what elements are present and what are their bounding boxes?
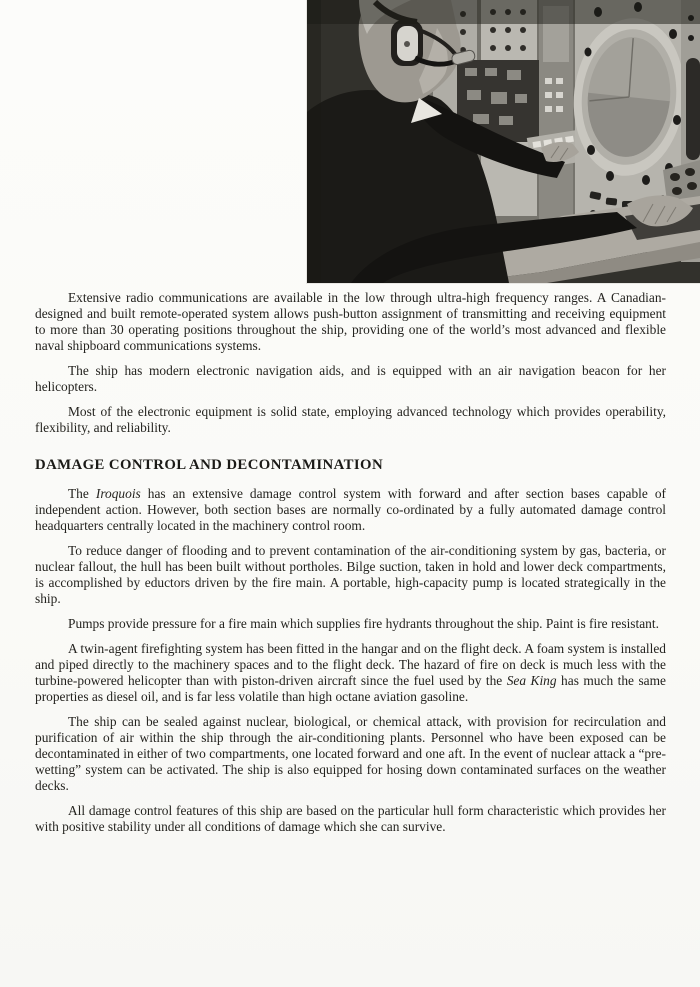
- console-photo-illustration: [307, 0, 700, 283]
- paragraph: The Iroquois has an extensive damage control system with forward and after section bases capable of independent action. However, both section bases are normally co-ordinated by a fully automated damage control headquarters centrally located in the machinery control room.: [35, 486, 666, 533]
- paragraph: Extensive radio communications are available in the low through ultra-high frequency ranges. A Canadian-designed and built remote-operated system allows push-button assignment of transmitting and receiving equipment to more than 30 operating positions throughout the ship, providing one of the world’s most advanced and flexible naval shipboard communications systems.: [35, 290, 666, 353]
- paragraph: A twin-agent firefighting system has been fitted in the hangar and on the flight deck. A foam system is installed and piped directly to the machinery spaces and to the flight deck. The hazard of fire on deck is much less with the turbine-powered helicopter than with piston-driven aircraft since the fuel used by the Sea King has much the same properties as diesel oil, and is far less volatile than high octane aviation gasoline.: [35, 641, 666, 704]
- paragraph: The ship can be sealed against nuclear, biological, or chemical attack, with provision for recirculation and purification of air within the ship through the air-conditioning plants. Personnel who have been exposed can be decontaminated in either of two compartments, one located forward and one aft. In the event of nuclear attack a “pre-wetting” system can be activated. The ship is also equipped for hosing down contaminated surfaces on the weather decks.: [35, 714, 666, 793]
- paragraph: Most of the electronic equipment is solid state, employing advanced technology which provides operability, flexibility, and reliability.: [35, 404, 666, 435]
- section-heading: DAMAGE CONTROL AND DECONTAMINATION: [35, 457, 384, 473]
- console-operator-photo: [307, 0, 700, 283]
- paragraph: All damage control features of this ship are based on the particular hull form characteristic which provides her with positive stability under all conditions of damage which she can survive.: [35, 803, 666, 834]
- article: [35, 290, 666, 844]
- paragraph: The ship has modern electronic navigation aids, and is equipped with an air navigation beacon for her helicopters.: [35, 363, 666, 394]
- paragraph: Pumps provide pressure for a fire main which supplies fire hydrants throughout the ship. Paint is fire resistant.: [68, 616, 659, 631]
- paragraph: To reduce danger of flooding and to prevent contamination of the air-conditioning system by gas, bacteria, or nuclear fallout, the hull has been built without portholes. Bilge suction, taken in hold and lower deck compartments, is accomplished by eductors driven by the fire main. A portable, high-capacity pump is located strategically in the ship.: [35, 543, 666, 606]
